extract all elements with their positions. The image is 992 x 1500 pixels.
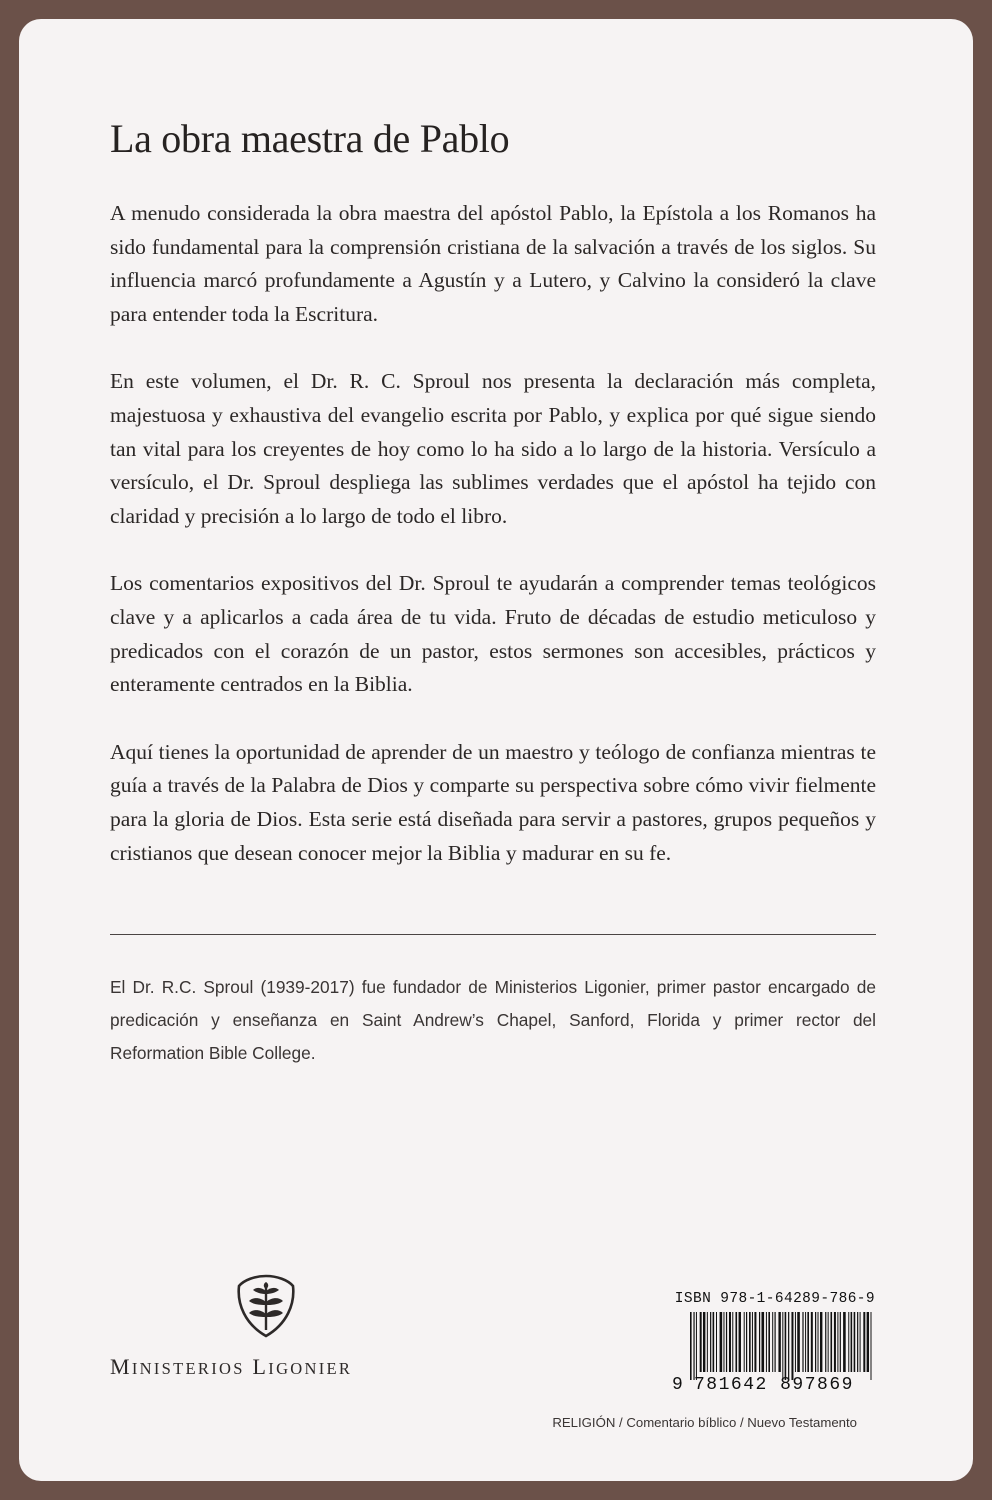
barcode-bar bbox=[840, 1312, 841, 1372]
barcode-bar bbox=[867, 1312, 869, 1372]
barcode-bar bbox=[863, 1312, 865, 1372]
barcode-bar bbox=[828, 1312, 829, 1372]
barcode-bar bbox=[788, 1312, 789, 1380]
barcode-bar bbox=[871, 1312, 872, 1380]
publisher-logo bbox=[110, 1274, 422, 1384]
barcode-bar bbox=[795, 1312, 796, 1372]
barcode-bar bbox=[843, 1312, 846, 1372]
description-paragraph: En este volumen, el Dr. R. C. Sproul nos presenta la declaración más completa, majestuosa y exhaustiva del evangelio escrita por Pablo, y explica por qué sigue siendo tan vital para los creyentes de hoy como lo ha sido a lo largo de la historia. Versículo a versículo, el Dr. Sproul despliega las sublimes verdades que el apóstol ha tejido con claridad y precisión a lo largo de todo el libro. bbox=[110, 369, 876, 529]
barcode-bars bbox=[690, 1312, 875, 1380]
barcode-bar bbox=[807, 1312, 809, 1372]
barcode-bar bbox=[830, 1312, 832, 1372]
isbn-barcode bbox=[670, 1288, 875, 1403]
barcode-bar bbox=[805, 1312, 806, 1372]
divider bbox=[110, 934, 876, 935]
barcode-bar bbox=[723, 1312, 724, 1372]
barcode-bar bbox=[818, 1312, 819, 1372]
barcode-bar bbox=[860, 1312, 861, 1372]
barcode-digit-first: 9 bbox=[672, 1375, 683, 1395]
description bbox=[110, 197, 876, 904]
description-paragraph: Aquí tienes la oportunidad de aprender de un maestro y teólogo de confianza mientras te guía a través de la Palabra de Dios y comparte su perspectiva sobre cómo vivir fielmente para la gloria de Dios. Esta serie está diseñada para servir a pastores, grupos pequeños y cristianos que desean conocer mejor la Biblia y madurar en su fe. bbox=[110, 739, 876, 865]
publisher-name-text: MINISTERIOS LIGONIER bbox=[110, 1354, 353, 1379]
publisher-name bbox=[110, 1354, 430, 1380]
barcode-bar bbox=[716, 1312, 717, 1372]
barcode-bar bbox=[735, 1312, 737, 1372]
ligonier-tree-shield-icon bbox=[235, 1274, 297, 1338]
barcode-bar bbox=[837, 1312, 838, 1372]
barcode-bar bbox=[785, 1312, 787, 1380]
description-paragraph: Los comentarios expositivos del Dr. Sproul te ayudarán a comprender temas teológicos clave y a aplicarlos a cada área de tu vida. Fruto de décadas de estudio meticuloso y predicados con el corazón de un pastor, estos sermones son accesibles, prácticos y enteramente centrados en la Biblia. bbox=[110, 571, 876, 697]
barcode-bar bbox=[752, 1312, 753, 1372]
barcode-bar bbox=[791, 1312, 793, 1380]
cover-title: La obra maestra de Pablo bbox=[110, 116, 510, 161]
barcode-bar bbox=[726, 1312, 727, 1372]
barcode-bar bbox=[749, 1312, 751, 1372]
barcode-bar bbox=[820, 1312, 822, 1372]
barcode-bar bbox=[766, 1312, 767, 1372]
barcode-bar bbox=[857, 1312, 858, 1372]
publisher-name-smallcaps: IGONIER bbox=[268, 1359, 353, 1378]
barcode-bar bbox=[778, 1312, 780, 1372]
barcode-bar bbox=[811, 1312, 813, 1372]
barcode-bar bbox=[782, 1312, 783, 1380]
publisher-name-smallcaps: INISTERIOS bbox=[131, 1359, 245, 1378]
barcode-bar bbox=[848, 1312, 849, 1372]
barcode-bar bbox=[815, 1312, 816, 1372]
barcode-bar bbox=[754, 1312, 756, 1372]
barcode-bar bbox=[772, 1312, 773, 1372]
barcode-bar bbox=[713, 1312, 715, 1372]
barcode-bar bbox=[797, 1312, 800, 1372]
barcode-bar bbox=[759, 1312, 760, 1372]
author-bio: El Dr. R.C. Sproul (1939-2017) fue fundador de Ministerios Ligonier, primer pastor encargado de predicación y enseñanza en Saint Andrew’s Chapel, Sanford, Florida y primer rector del Reformation Bible College. bbox=[110, 977, 876, 1064]
barcode-bar bbox=[703, 1312, 705, 1372]
barcode-bar bbox=[744, 1312, 745, 1372]
barcode-bar bbox=[768, 1312, 770, 1372]
category-label: RELIGIÓN / Comentario bíblico / Nuevo Testamento bbox=[552, 1415, 857, 1430]
barcode-bar bbox=[690, 1312, 692, 1380]
barcode-bar bbox=[729, 1312, 731, 1372]
barcode-bar bbox=[761, 1312, 764, 1372]
barcode-bar bbox=[707, 1312, 708, 1372]
barcode-digits-rest: 781642 897869 bbox=[694, 1375, 854, 1395]
isbn-label: ISBN 978-1-64289-786-9 bbox=[674, 1291, 875, 1307]
barcode-bar bbox=[693, 1312, 694, 1380]
barcode-bar bbox=[851, 1312, 853, 1372]
barcode-bar bbox=[720, 1312, 723, 1372]
barcode-bar bbox=[802, 1312, 803, 1372]
barcode-bar bbox=[696, 1312, 697, 1380]
barcode-bar bbox=[739, 1312, 741, 1372]
barcode-bar bbox=[825, 1312, 826, 1372]
barcode-bar bbox=[710, 1312, 711, 1372]
barcode-bar bbox=[746, 1312, 747, 1372]
barcode-bar bbox=[834, 1312, 836, 1372]
barcode-bar bbox=[700, 1312, 702, 1372]
description-paragraph: A menudo considerada la obra maestra del apóstol Pablo, la Epístola a los Romanos ha sido fundamental para la comprensión cristiana de la salvación a través de los siglos. Su influencia marcó profundamente a Agustín y a Lutero, y Calvino la consideró la clave para entender toda la Escritura. bbox=[110, 201, 876, 327]
back-cover bbox=[19, 19, 973, 1481]
barcode-bar bbox=[854, 1312, 856, 1372]
barcode-bar bbox=[775, 1312, 776, 1372]
barcode-bar bbox=[732, 1312, 733, 1372]
